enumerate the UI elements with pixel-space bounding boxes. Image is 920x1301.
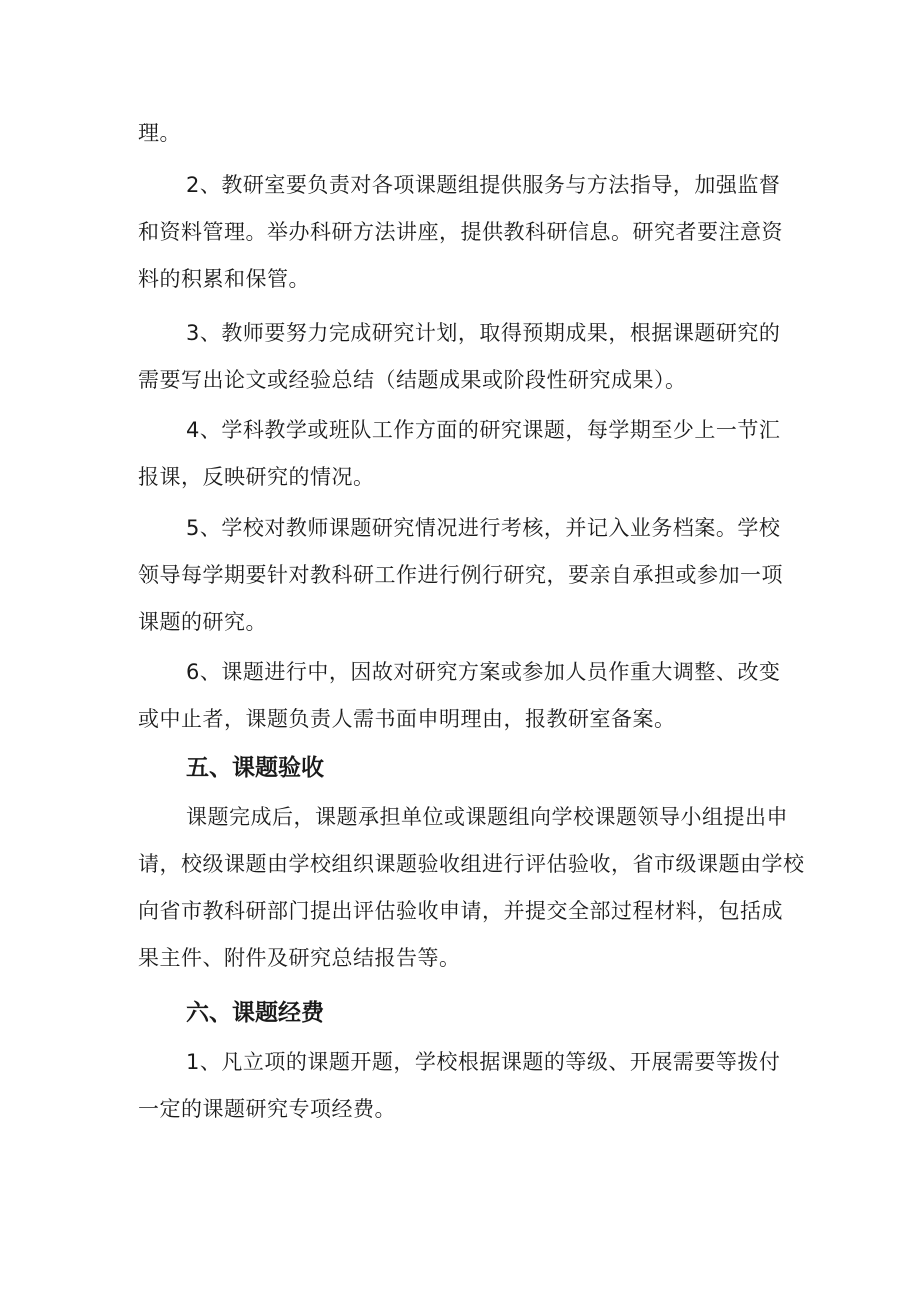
section-5-line-2: 请，校级课题由学校组织课题验收组进行评估验收，省市级课题由学校: [138, 852, 805, 876]
section-5-line-4: 果主件、附件及研究总结报告等。: [138, 946, 461, 970]
paragraph-line: 理。: [138, 121, 181, 145]
section-5-line-1: 课题完成后，课题承担单位或课题组向学校课题领导小组提出申: [186, 805, 788, 829]
item-2-line-2: 和资料管理。举办科研方法讲座，提供教科研信息。研究者要注意资: [138, 220, 783, 244]
item-5-line-1: 5、学校对教师课题研究情况进行考核，并记入业务档案。学校: [186, 516, 781, 540]
section-5-heading: 五、课题验收: [186, 755, 324, 781]
item-6-line-1: 6、课题进行中，因故对研究方案或参加人员作重大调整、改变: [186, 660, 781, 684]
item-6-line-2: 或中止者，课题负责人需书面申明理由，报教研室备案。: [138, 707, 676, 731]
item-4-line-1: 4、学科教学或班队工作方面的研究课题，每学期至少上一节汇: [186, 418, 781, 442]
item-5-line-3: 课题的研究。: [138, 610, 267, 634]
section-6-item-1-line-2: 一定的课题研究专项经费。: [138, 1097, 396, 1121]
item-3-line-2: 需要写出论文或经验总结（结题成果或阶段性研究成果）。: [138, 368, 687, 392]
item-4-line-2: 报课，反映研究的情况。: [138, 465, 375, 489]
section-6-heading: 六、课题经费: [186, 1000, 324, 1026]
item-2-line-1: 2、教研室要负责对各项课题组提供服务与方法指导，加强监督: [186, 173, 781, 197]
section-5-line-3: 向省市教科研部门提出评估验收申请，并提交全部过程材料，包括成: [138, 899, 783, 923]
item-5-line-2: 领导每学期要针对教科研工作进行例行研究，要亲自承担或参加一项: [138, 563, 783, 587]
item-3-line-1: 3、教师要努力完成研究计划，取得预期成果，根据课题研究的: [186, 321, 781, 345]
item-2-line-3: 料的积累和保管。: [138, 267, 310, 291]
section-6-item-1-line-1: 1、凡立项的课题开题，学校根据课题的等级、开展需要等拨付: [186, 1050, 781, 1074]
